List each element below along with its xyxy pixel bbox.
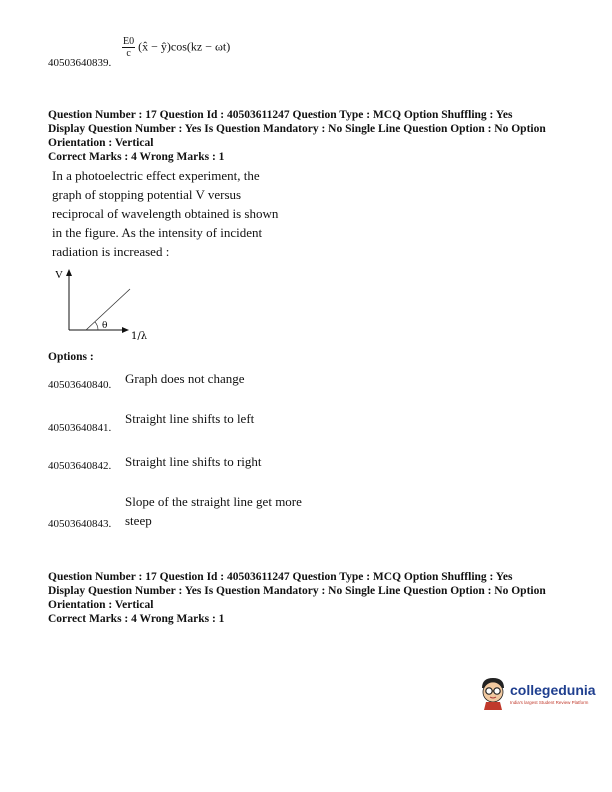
stopping-potential-graph [52,264,172,348]
option-id: 40503640842. [48,460,112,472]
prev-formula [122,36,230,59]
option-text[interactable]: Straight line shifts to right [125,454,262,469]
options-label: Options : [48,351,94,363]
formula-denominator: c [126,48,131,59]
collegedunia-logo [478,674,600,714]
option-id: 40503640840. [48,379,112,391]
question-header-line3: Orientation : Vertical [48,137,154,149]
option-text-line2: steep [125,513,152,528]
option-text[interactable] [125,492,302,530]
question-marks: Correct Marks : 4 Wrong Marks : 1 [48,151,225,163]
angle-label: θ [102,321,108,331]
formula-expression: (x̂ − ŷ)cos(kz − ωt) [138,39,231,54]
next-header-line2: Display Question Number : Yes Is Question Mandatory : No Single Line Question Option : No Option [48,585,546,597]
y-axis-arrow-icon [66,269,72,276]
question-header-line2: Display Question Number : Yes Is Question Mandatory : No Single Line Question Option : No Option [48,123,546,135]
x-axis-label: 1/λ [131,331,148,342]
formula-fraction [122,36,135,59]
logo-wordmark: collegedunia [510,682,596,698]
question-text-line: reciprocal of wavelength obtained is shown [52,206,279,221]
question-header-line1: Question Number : 17 Question Id : 40503611247 Question Type : MCQ Option Shuffling : Yes [48,109,513,121]
next-question-marks: Correct Marks : 4 Wrong Marks : 1 [48,613,225,625]
question-text [52,166,312,261]
graph-line [86,289,130,330]
question-text-line: in the figure. As the intensity of incident [52,225,263,240]
y-axis-label: V [55,269,63,281]
formula-numerator: E0 [123,36,135,47]
question-text-line: graph of stopping potential V versus [52,187,242,202]
option-text-line1: Slope of the straight line get more [125,494,302,509]
question-text-line: radiation is increased : [52,244,170,259]
option-id: 40503640841. [48,422,112,434]
question-header [48,108,588,164]
option-text[interactable]: Straight line shifts to left [125,411,255,426]
mascot-icon [478,676,508,710]
logo-tagline: India's largest Student Review Platform [510,700,589,705]
angle-arc [95,322,98,330]
prev-option-id: 40503640839. [48,57,112,69]
next-question-header [48,570,588,626]
next-header-line3: Orientation : Vertical [48,599,154,611]
question-text-line: In a photoelectric effect experiment, the [52,168,260,183]
option-text[interactable]: Graph does not change [125,371,245,386]
x-axis-arrow-icon [122,327,129,333]
next-header-line1: Question Number : 17 Question Id : 40503611247 Question Type : MCQ Option Shuffling : Yes [48,571,513,583]
option-id: 40503640843. [48,518,112,530]
